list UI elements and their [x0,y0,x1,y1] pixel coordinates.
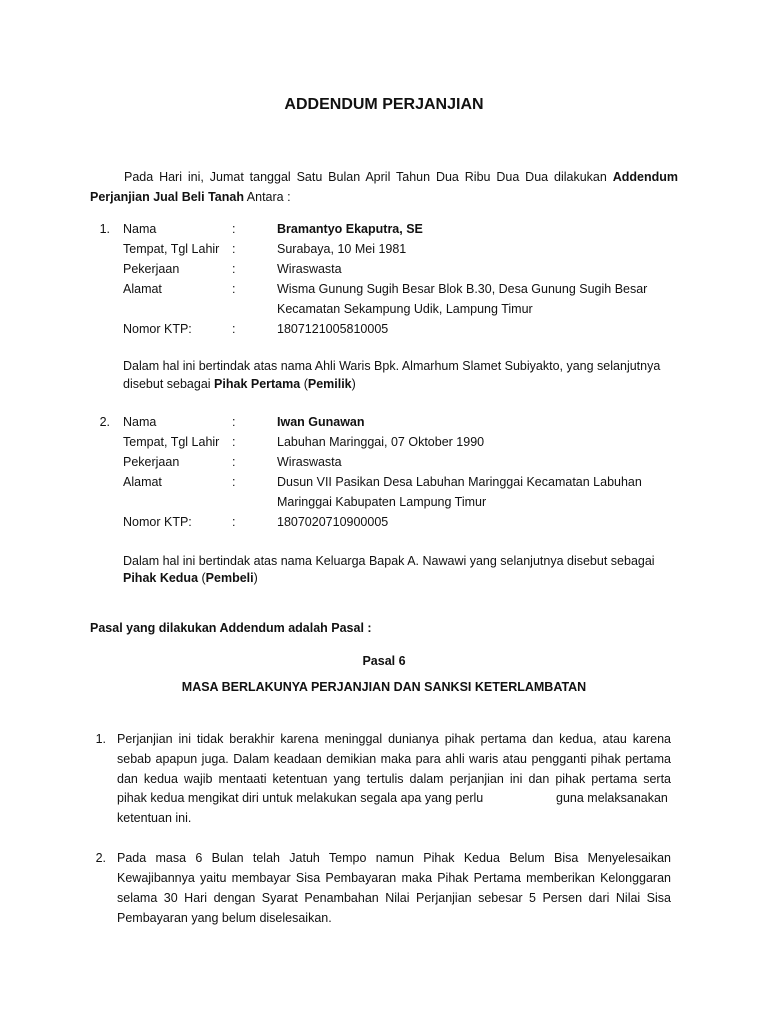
party2-address-line-1: Dusun VII Pasikan Desa Labuhan Maringgai Kecamatan Labuhan [277,475,642,489]
party1-name: Bramantyo Ekaputra, SE [277,222,423,236]
party1-address-line-2: Kecamatan Sekampung Udik, Lampung Timur [277,302,533,316]
clause2-line-3: selama 30 Hari dengan Syarat Penambahan Nilai Perjanjian sebesar 5 Persen dari Nilai Sisa [117,891,671,905]
party2-label-job: Pekerjaan [123,455,180,469]
party1-role-line-2: disebut sebagai Pihak Pertama (Pemilik) [123,377,356,391]
clause1-line-2: sebab apapun juga. Dalam keadaan demikian maka para ahli waris atau pengganti pihak pertama [117,752,671,766]
party2-job: Wiraswasta [277,455,342,469]
party2-ktp: 1807020710900005 [277,515,389,529]
intro-line-1: Pada Hari ini, Jumat tanggal Satu Bulan April Tahun Dua Ribu Dua Dua dilakukan Addendum [124,170,678,184]
party1-label-address: Alamat [123,282,162,296]
party1-birth: Surabaya, 10 Mei 1981 [277,242,407,256]
party2-colon-address: : [232,475,236,489]
clause1-line-1: Perjanjian ini tidak berakhir karena meninggal dunianya pihak pertama dan kedua, atau karena [117,732,671,746]
party2-label-birth: Tempat, Tgl Lahir [123,435,220,449]
party1-role-pihak: Pihak Pertama [214,377,301,391]
party2-role-pihak: Pihak Kedua [123,571,199,585]
party1-ktp: 1807121005810005 [277,322,389,336]
clause1-line-4a: pihak kedua mengikat diri untuk melakukan segala apa yang perlu [117,791,484,805]
party1-colon-job: : [232,262,236,276]
clause1-number: 1. [95,732,106,746]
party2-role-line-1: Dalam hal ini bertindak atas nama Keluarga Bapak A. Nawawi yang selanjutnya disebut sebagai [123,554,655,568]
party2-role-line-2: Pihak Kedua (Pembeli) [123,571,258,585]
party2-name: Iwan Gunawan [277,415,365,429]
party1-job: Wiraswasta [277,262,342,276]
party1-colon-ktp: : [232,322,236,336]
party1-address-line-1: Wisma Gunung Sugih Besar Blok B.30, Desa Gunung Sugih Besar [277,282,648,296]
party1-colon-name: : [232,222,236,236]
party1-number: 1. [99,222,110,236]
pasal-title: MASA BERLAKUNYA PERJANJIAN DAN SANKSI KETERLAMBATAN [181,680,587,694]
party1-label-ktp: Nomor KTP: [123,322,192,336]
intro-bold-2: Perjanjian Jual Beli Tanah [90,190,244,204]
pasal-number: Pasal 6 [362,654,406,668]
party2-number: 2. [99,415,110,429]
document-title: ADDENDUM PERJANJIAN [284,96,484,113]
party2-colon-name: : [232,415,236,429]
clause1-line-5: ketentuan ini. [117,811,192,825]
party1-role-title: Pemilik [307,377,352,391]
clause2-line-4: Pembayaran yang belum diselesaikan. [117,911,332,925]
party2-role-title: Pembeli [205,571,254,585]
clause1-line-4b: guna melaksanakan [556,791,668,805]
party1-label-job: Pekerjaan [123,262,180,276]
party2-colon-job: : [232,455,236,469]
party1-colon-address: : [232,282,236,296]
clause2-line-1: Pada masa 6 Bulan telah Jatuh Tempo namun Pihak Kedua Belum Bisa Menyelesaikan [117,851,671,865]
clause2-line-2: Kewajibannya yaitu membayar Sisa Pembayaran maka Pihak Pertama memberikan Kelonggaran [117,871,671,885]
party2-birth: Labuhan Maringgai, 07 Oktober 1990 [277,435,485,449]
party2-label-ktp: Nomor KTP: [123,515,192,529]
clause1-line-3: dan kedua wajib mentaati ketentuan yang tertulis dalam perjanjian ini dan pihak pertama serta [117,772,671,786]
intro-line-2: Perjanjian Jual Beli Tanah Antara : [90,190,291,204]
party2-label-name: Nama [123,415,157,429]
party2-colon-ktp: : [232,515,236,529]
party2-colon-birth: : [232,435,236,449]
party1-label-birth: Tempat, Tgl Lahir [123,242,220,256]
clause2-number: 2. [95,851,106,865]
pasal-intro: Pasal yang dilakukan Addendum adalah Pasal : [90,621,372,635]
intro-bold-1: Addendum [612,170,678,184]
party1-role-line-1: Dalam hal ini bertindak atas nama Ahli Waris Bpk. Almarhum Slamet Subiyakto, yang selanjutnya [123,359,661,373]
party2-address-line-2: Maringgai Kabupaten Lampung Timur [277,495,487,509]
party2-label-address: Alamat [123,475,162,489]
party1-label-name: Nama [123,222,157,236]
party1-colon-birth: : [232,242,236,256]
